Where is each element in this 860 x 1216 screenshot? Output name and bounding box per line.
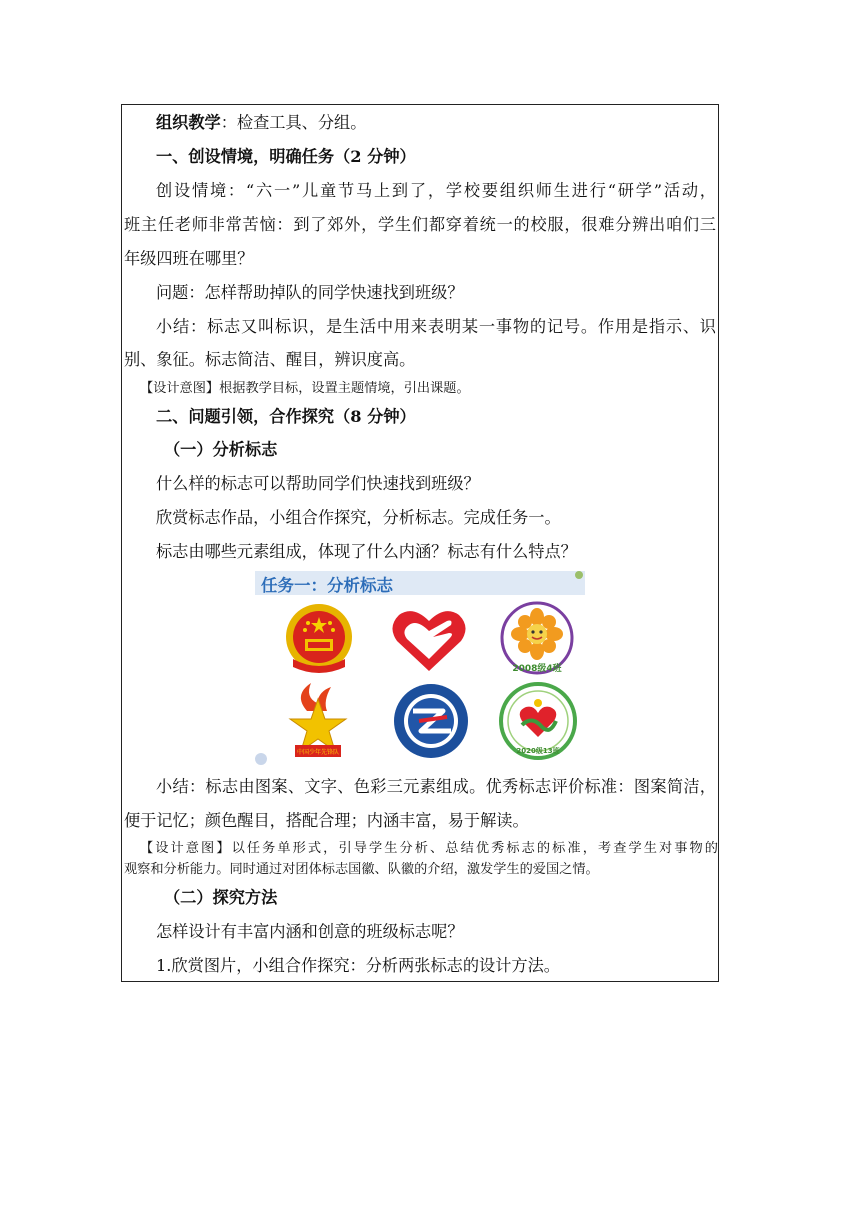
scenario-line-2: 班主任老师非常苦恼：到了郊外，学生们都穿着统一的校服，很难分辨出咱们三 — [124, 215, 716, 234]
class-heart-logo-icon — [498, 681, 578, 761]
logo6-text: 2020级13班 — [516, 747, 560, 755]
summary-line-4: 便于记忆；颜色醒目，搭配合理；内涵丰富，易于解读。 — [124, 811, 529, 830]
corner-badge-icon — [255, 753, 267, 765]
step-one-line: 1.欣赏图片，小组合作探究：分析两张标志的设计方法。 — [156, 956, 560, 975]
design-intent-2b: 观察和分析能力。同时通过对团体标志国徽、队徽的介绍，激发学生的爱国之情。 — [124, 862, 599, 877]
organize-label: 组织教学 — [156, 113, 221, 132]
logo3-text: 2008级4班 — [512, 664, 562, 674]
section-two-heading: 二、问题引领，合作探究（8 分钟） — [156, 407, 416, 426]
scenario-line-1: 创设情境：“六一”儿童节马上到了，学校要组织师生进行“研学”活动， — [156, 181, 716, 200]
scenario-line-3: 年级四班在哪里？ — [124, 249, 254, 268]
corner-dot-icon — [575, 571, 583, 579]
design-intent-2a: 【设计意图】以任务单形式，引导学生分析、总结优秀标志的标准，考查学生对事物的 — [140, 841, 718, 856]
question-line: 问题：怎样帮助掉队的同学快速找到班级？ — [156, 283, 464, 302]
design-intent-1: 【设计意图】根据教学目标，设置主题情境，引出课题。 — [140, 381, 470, 396]
question-line-2: 什么样的标志可以帮助同学们快速找到班级？ — [156, 474, 480, 493]
class-flower-logo-icon — [498, 601, 576, 679]
summary-line-1: 小结：标志又叫标识，是生活中用来表明某一事物的记号。作用是指示、识 — [156, 317, 716, 336]
task-banner — [255, 571, 585, 595]
heart-hand-icon — [389, 607, 469, 675]
question-line-4: 怎样设计有丰富内涵和创意的班级标志呢？ — [156, 922, 464, 941]
summary-line-3: 小结：标志由图案、文字、色彩三元素组成。优秀标志评价标准：图案简洁， — [156, 777, 716, 796]
task-line: 欣赏标志作品，小组合作探究，分析标志。完成任务一。 — [156, 508, 561, 527]
national-emblem-icon — [281, 601, 357, 677]
subsection-one-heading: （一）分析标志 — [164, 440, 278, 459]
subsection-two-heading: （二）探究方法 — [164, 888, 278, 907]
organize-teaching-line: 组织教学：检查工具、分组。 — [156, 113, 367, 132]
young-pioneers-badge-icon — [283, 681, 353, 763]
section-one-heading: 一、创设情境，明确任务（2 分钟） — [156, 147, 416, 166]
question-line-3: 标志由哪些元素组成，体现了什么内涵？标志有什么特点？ — [156, 542, 577, 561]
summary-line-2: 别、象征。标志简洁、醒目，辨识度高。 — [124, 350, 416, 369]
task-one-figure — [255, 571, 585, 767]
task-banner-title: 任务一：分析标志 — [261, 576, 393, 595]
school-blue-emblem-icon — [391, 681, 471, 761]
logo4-text: 中国少年先锋队 — [296, 749, 340, 756]
